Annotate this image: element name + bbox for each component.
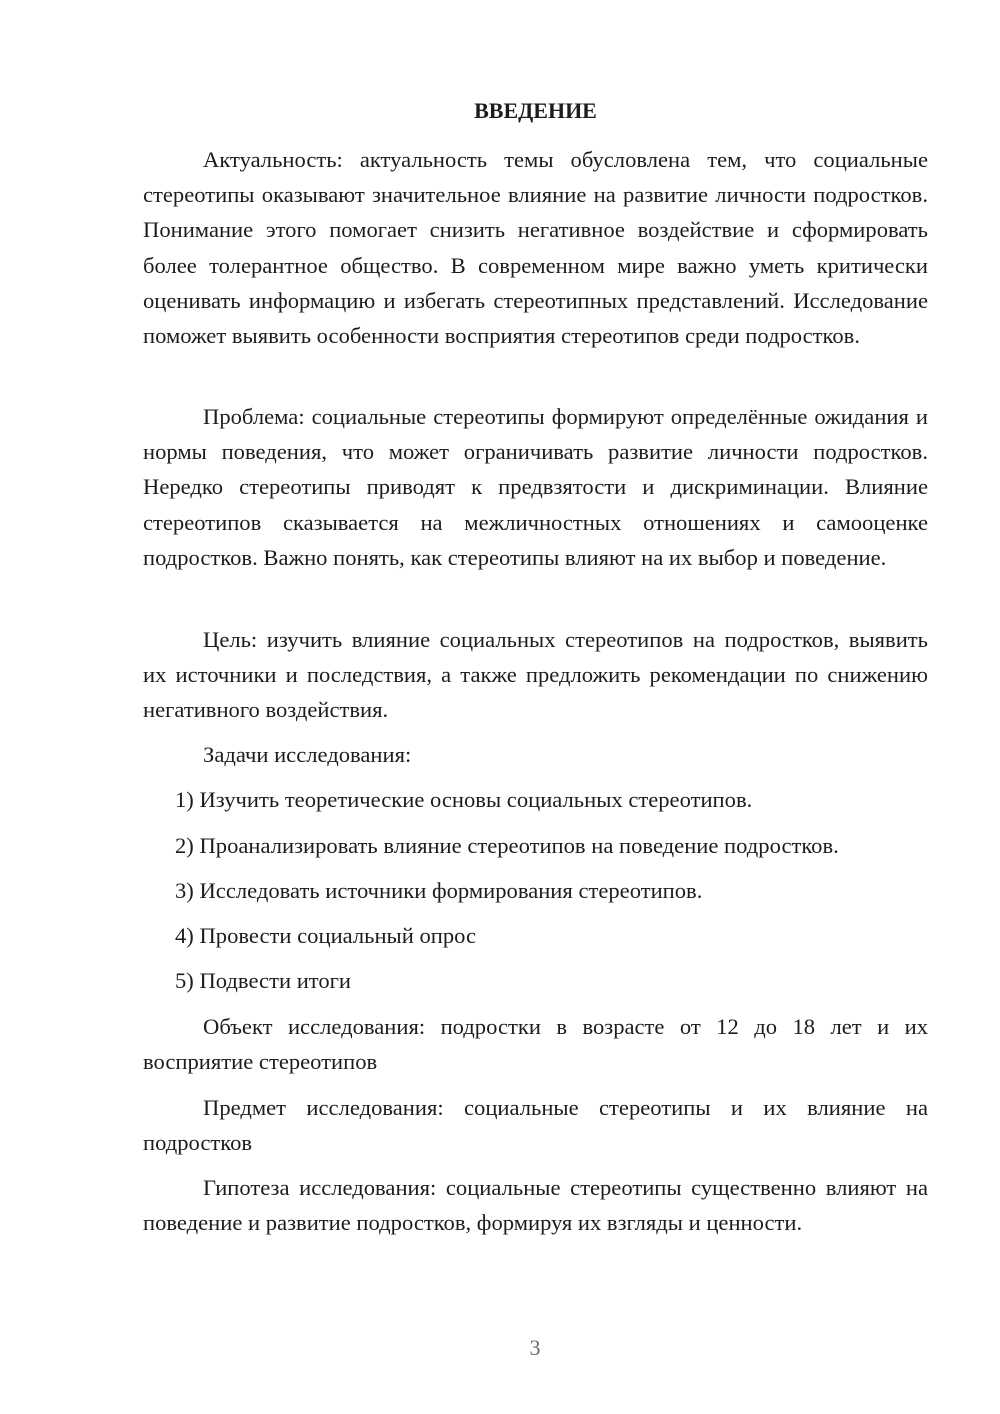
goal-paragraph: Цель: изучить влияние социальных стереотипов на подростков, выявить их источники и последствия, а также предложить рекомендации по снижению негативного воздействия.	[143, 627, 928, 723]
task-item: 5) Подвести итоги	[175, 968, 352, 993]
task-item: 1) Изучить теоретические основы социальных стереотипов.	[175, 787, 753, 812]
relevance-paragraph: Актуальность: актуальность темы обусловлена тем, что социальные стереотипы оказывают значительное влияние на развитие личности подростков. Понимание этого помогает снизить негативное воздействие и сформировать более толерантное общество. В современном мире важно уметь критически оценивать информацию и избегать стереотипных представлений. Исследование поможет выявить особенности восприятия стереотипов среди подростков.	[143, 147, 928, 349]
object-paragraph: Объект исследования: подростки в возрасте от 12 до 18 лет и их восприятие стереотипов	[143, 1014, 928, 1075]
subject-paragraph: Предмет исследования: социальные стереотипы и их влияние на подростков	[143, 1095, 928, 1156]
hypothesis-paragraph: Гипотеза исследования: социальные стереотипы существенно влияют на поведение и развитие подростков, формируя их взгляды и ценности.	[143, 1175, 928, 1236]
task-item: 2) Проанализировать влияние стереотипов на поведение подростков.	[175, 833, 839, 858]
tasks-heading: Задачи исследования:	[203, 742, 412, 767]
task-item: 4) Провести социальный опрос	[175, 923, 477, 948]
section-title: ВВЕДЕНИЕ	[474, 98, 597, 123]
task-item: 3) Исследовать источники формирования стереотипов.	[175, 878, 703, 903]
page-number: 3	[529, 1335, 541, 1360]
problem-paragraph: Проблема: социальные стереотипы формируют определённые ожидания и нормы поведения, что может ограничивать развитие личности подростков. Нередко стереотипы приводят к предвзятости и дискриминации. Влияние стереотипов сказывается на межличностных отношениях и самооценке подростков. Важно понять, как стереотипы влияют на их выбор и поведение.	[143, 404, 928, 570]
